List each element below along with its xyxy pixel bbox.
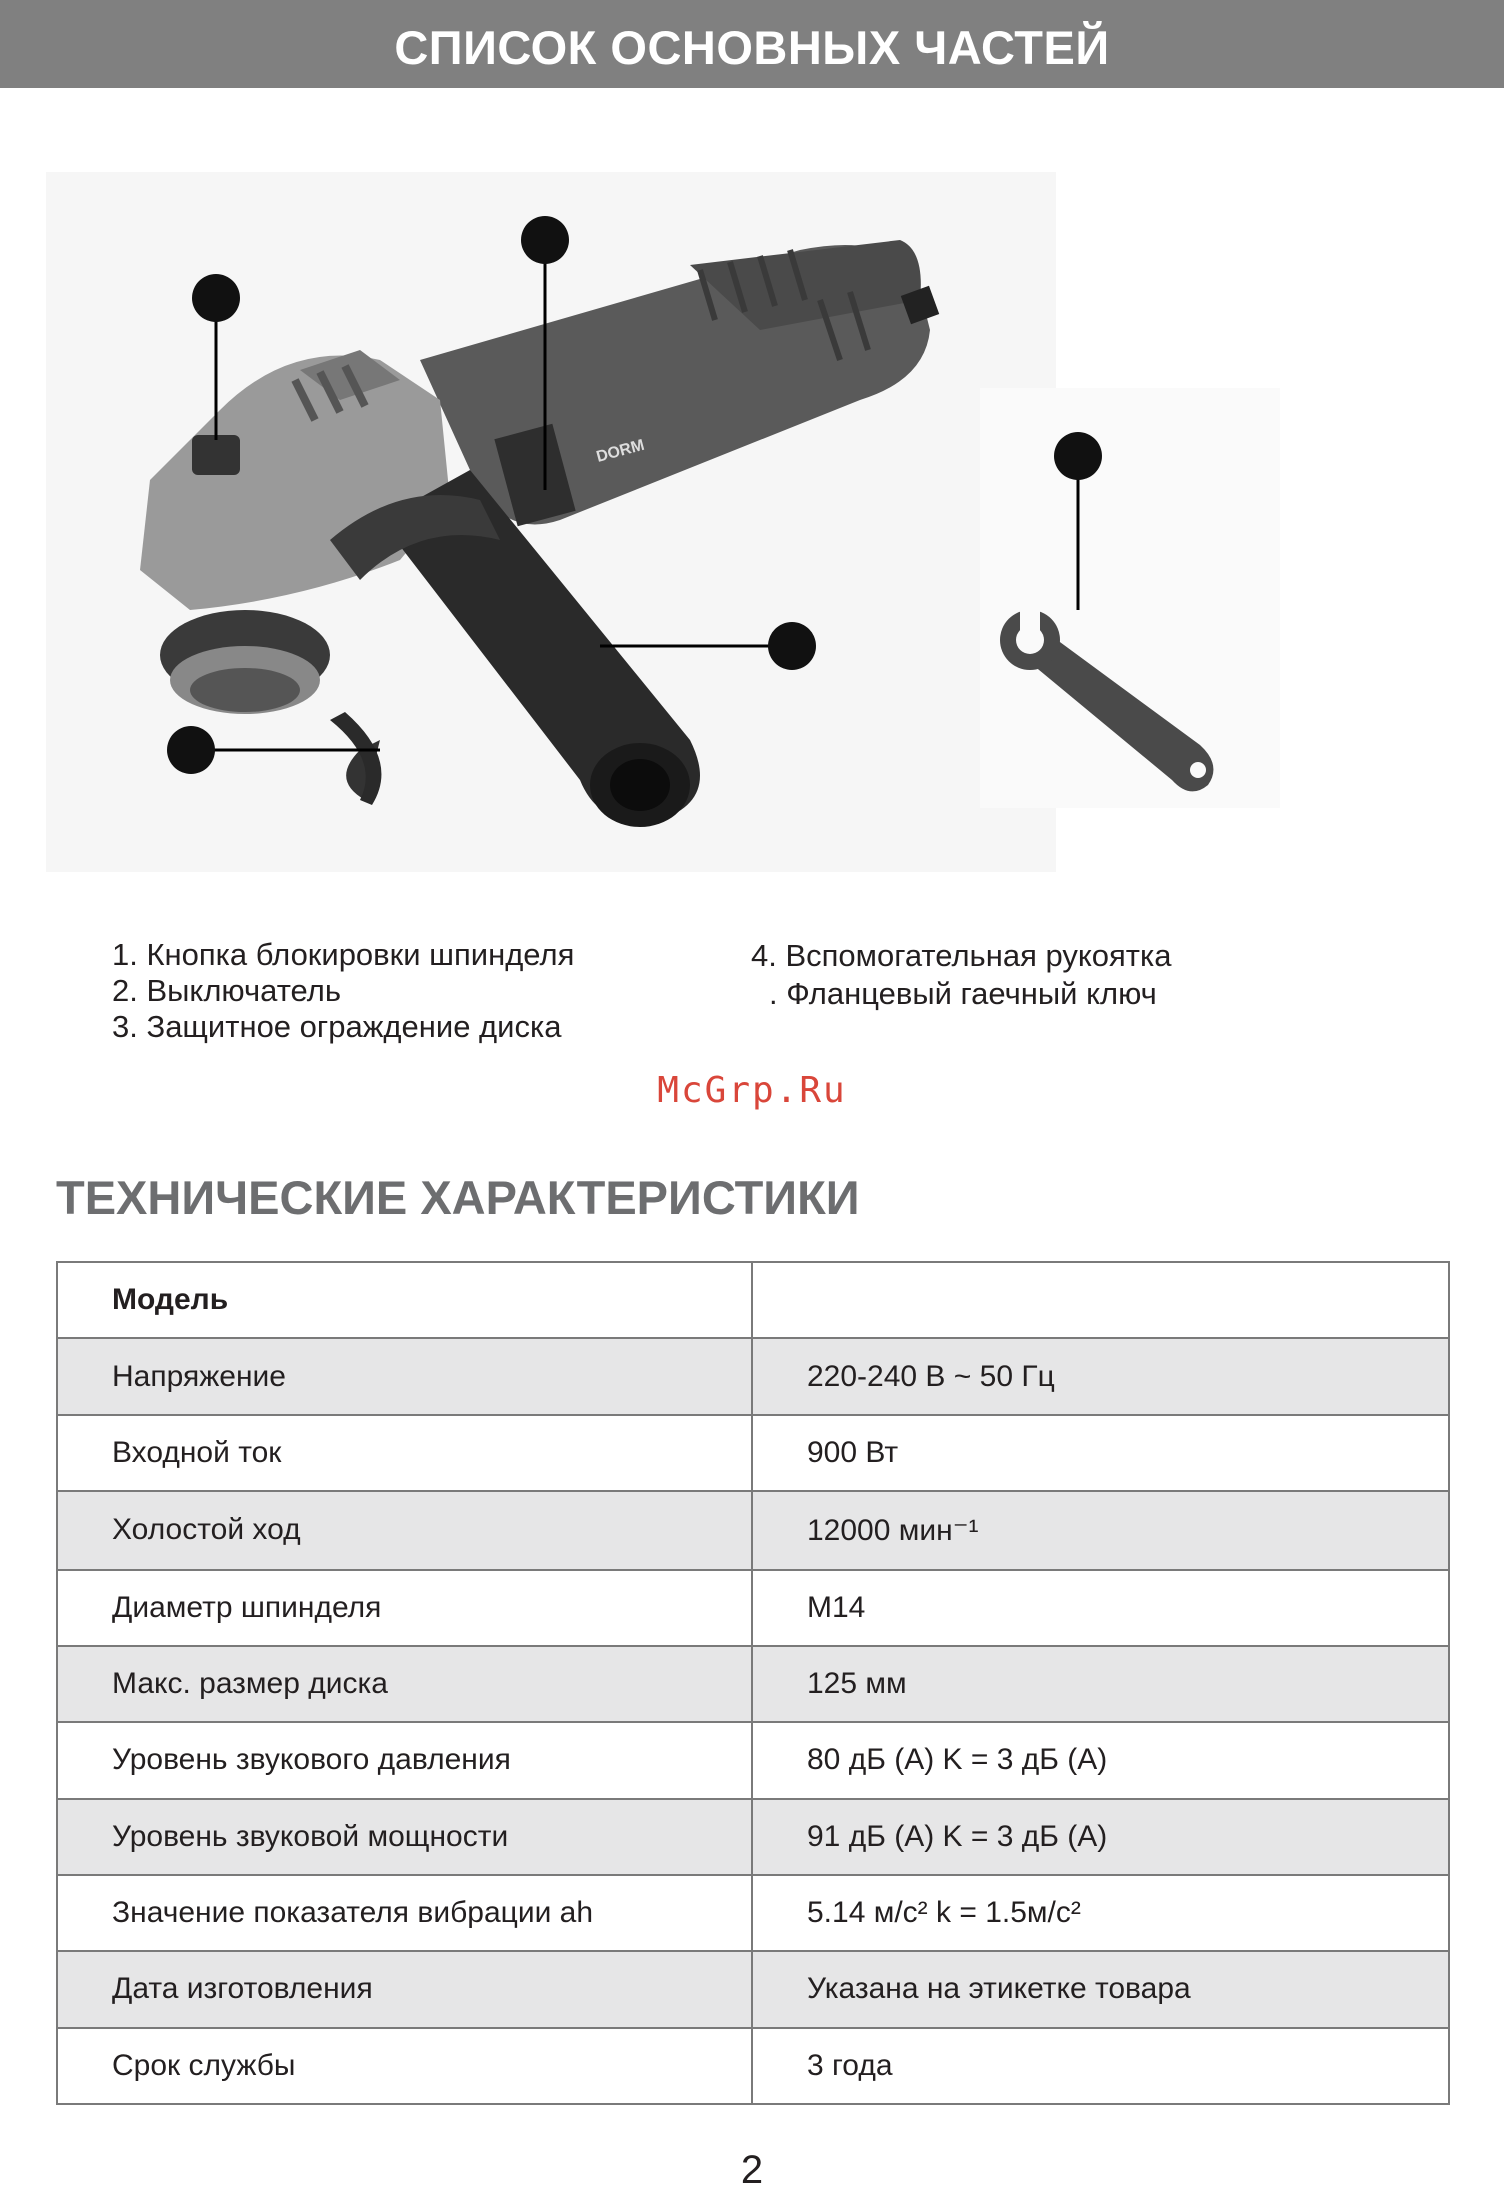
spec-label: Макс. размер диска: [57, 1646, 752, 1722]
spec-label: Входной ток: [57, 1415, 752, 1491]
spec-label: Значение показателя вибрации ah: [57, 1875, 752, 1951]
spec-value: 125 мм: [752, 1646, 1449, 1722]
spec-label: Холостой ход: [57, 1491, 752, 1569]
angle-grinder-image: [140, 240, 939, 827]
spec-value: Указана на этикетке товара: [752, 1951, 1449, 2027]
flange-wrench-image: [1000, 605, 1213, 791]
spec-label: Уровень звукового давления: [57, 1722, 752, 1798]
table-row: [57, 1570, 1449, 1646]
callout-marker-5: [1054, 432, 1102, 480]
spec-value: 12000 мин⁻¹: [752, 1491, 1449, 1569]
specs-section-title: ТЕХНИЧЕСКИЕ ХАРАКТЕРИСТИКИ: [56, 1171, 860, 1224]
table-row: [57, 1646, 1449, 1722]
spec-value: 91 дБ (A) K = 3 дБ (A): [752, 1799, 1449, 1875]
parts-list-right: [751, 937, 1171, 1013]
table-row: [57, 1875, 1449, 1951]
callout-marker-1: [192, 274, 240, 322]
table-row: [57, 1799, 1449, 1875]
table-row: [57, 1951, 1449, 2027]
table-row: [57, 1722, 1449, 1798]
parts-list-item: 3. Защитное ограждение диска: [112, 1009, 562, 1044]
table-row: [57, 1338, 1449, 1414]
spec-value: M14: [752, 1570, 1449, 1646]
table-row: [57, 1491, 1449, 1569]
parts-list-item: 1. Кнопка блокировки шпинделя: [112, 937, 575, 972]
parts-list-left: [112, 937, 574, 1045]
parts-illustration: [0, 0, 1504, 1000]
spec-label: Срок службы: [57, 2028, 752, 2104]
specs-table: [56, 1261, 1450, 2105]
spec-label: Напряжение: [57, 1338, 752, 1414]
parts-list-item: . Фланцевый гаечный ключ: [769, 976, 1157, 1011]
spec-value: 5.14 м/с² k = 1.5м/с²: [752, 1875, 1449, 1951]
page-header-banner: СПИСОК ОСНОВНЫХ ЧАСТЕЙ: [0, 0, 1504, 88]
spec-label: Уровень звуковой мощности: [57, 1799, 752, 1875]
spec-value: 900 Вт: [752, 1415, 1449, 1491]
callout-marker-3: [167, 726, 215, 774]
brand-logo: DORM: [594, 436, 647, 466]
spec-value: [752, 1262, 1449, 1338]
table-row: [57, 1415, 1449, 1491]
parts-list-item: 4. Вспомогательная рукоятка: [751, 938, 1172, 973]
spec-label: Модель: [57, 1262, 752, 1338]
watermark: McGrp.Ru: [657, 1070, 847, 1111]
spec-label: Диаметр шпинделя: [57, 1570, 752, 1646]
spec-value: 80 дБ (A) K = 3 дБ (A): [752, 1722, 1449, 1798]
spec-value: 3 года: [752, 2028, 1449, 2104]
callout-marker-2: [521, 216, 569, 264]
spec-label: Дата изготовления: [57, 1951, 752, 2027]
parts-list-item: 2. Выключатель: [112, 973, 342, 1008]
table-row: [57, 2028, 1449, 2104]
table-row: [57, 1262, 1449, 1338]
spec-value: 220-240 В ~ 50 Гц: [752, 1338, 1449, 1414]
page-number: 2: [740, 2148, 764, 2192]
callout-marker-4: [768, 622, 816, 670]
